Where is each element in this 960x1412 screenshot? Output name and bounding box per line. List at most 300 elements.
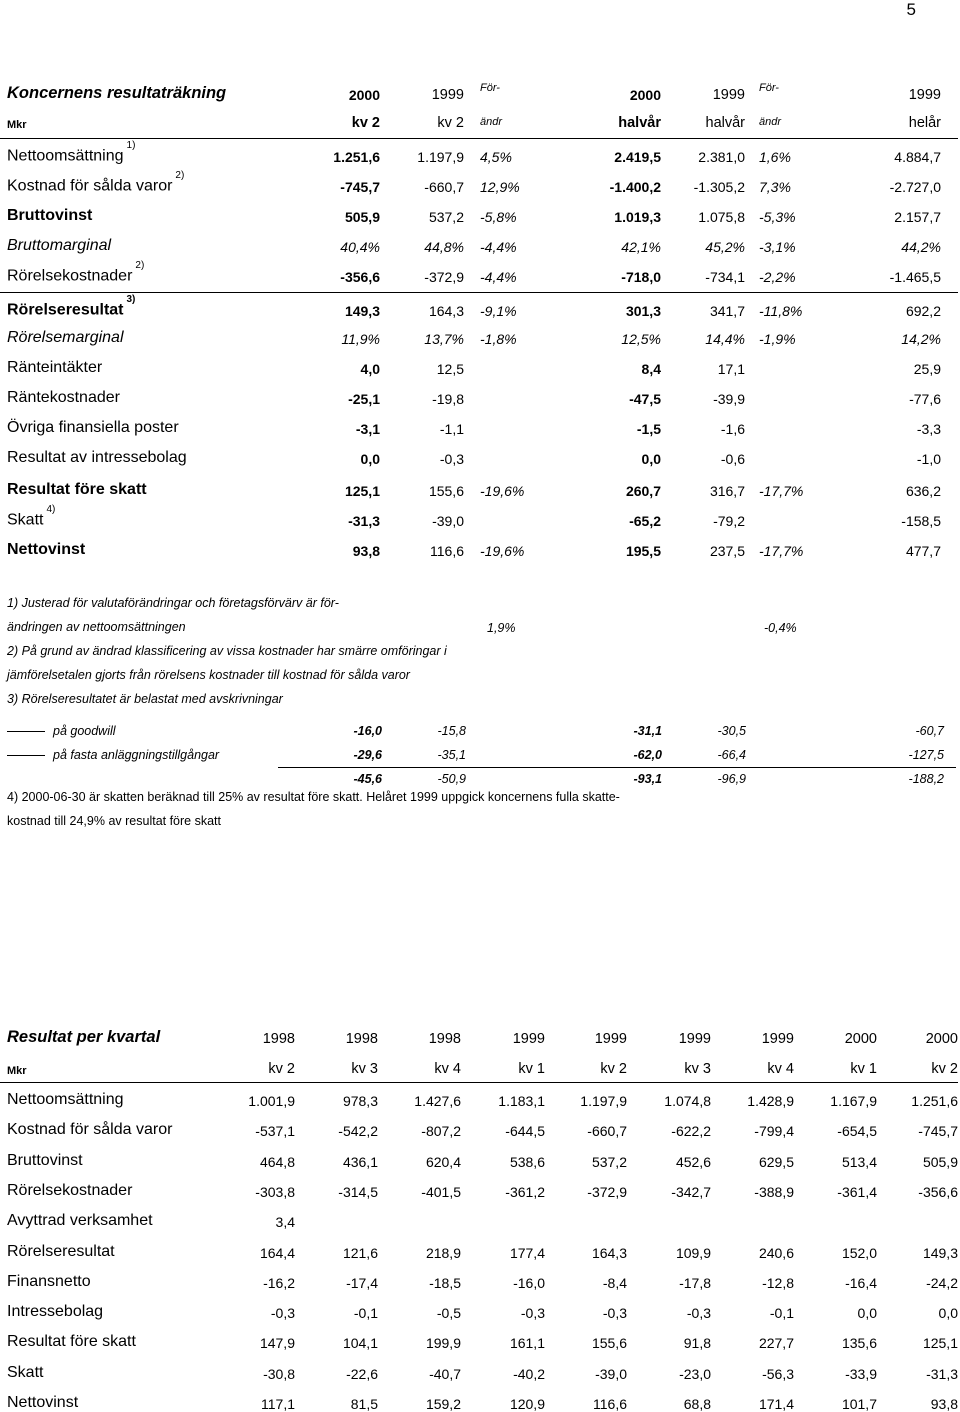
cell: -0,3 xyxy=(602,1305,627,1322)
cell: -31,3 xyxy=(348,513,380,529)
table-row xyxy=(0,258,960,288)
dash xyxy=(7,755,45,756)
cell: 0,0 xyxy=(938,1305,958,1322)
row-label: Rörelsemarginal xyxy=(7,329,124,346)
cell: -77,6 xyxy=(909,391,941,407)
cell: -17,7% xyxy=(759,543,804,559)
row-label: på goodwill xyxy=(7,724,116,738)
cell: -17,4 xyxy=(346,1274,378,1291)
col-header: 1999 xyxy=(594,1031,627,1047)
cell: 452,6 xyxy=(675,1153,711,1170)
footnote-ref: 3) xyxy=(126,293,136,305)
cell: -314,5 xyxy=(338,1183,378,1200)
cell: -29,6 xyxy=(353,748,382,762)
cell: 4,5% xyxy=(480,149,512,165)
cell: 1.427,6 xyxy=(414,1093,461,1109)
footnote-1-value: 1,9% xyxy=(487,621,516,635)
table-row xyxy=(0,292,960,322)
row-label: Skatt xyxy=(7,1363,44,1381)
cell: -39,0 xyxy=(595,1365,627,1382)
cell: 436,1 xyxy=(342,1153,378,1170)
col-header: kv 2 xyxy=(600,1061,627,1077)
unit-label: Mkr xyxy=(7,119,27,131)
row-label: Bruttovinst xyxy=(7,1151,83,1169)
cell: 2.419,5 xyxy=(614,149,661,165)
table-row xyxy=(0,1355,960,1385)
cell: 1.183,1 xyxy=(498,1093,545,1109)
col-header: 2000 xyxy=(844,1031,877,1047)
cell: 538,6 xyxy=(509,1153,545,1170)
cell: -2,2% xyxy=(759,269,796,285)
cell: -0,3 xyxy=(686,1305,711,1322)
cell: 161,1 xyxy=(509,1335,545,1352)
footnote-4-line-2: kostnad till 24,9% av resultat före skatt xyxy=(7,814,221,828)
row-label: Nettovinst xyxy=(7,1394,79,1411)
footnote-1-line-1: 1) Justerad för valutaförändringar och företagsförvärv är för- xyxy=(7,596,339,610)
cell: 4,0 xyxy=(360,361,380,377)
cell: -388,9 xyxy=(754,1183,794,1200)
cell: 0,0 xyxy=(857,1305,877,1322)
cell: -35,1 xyxy=(437,748,466,762)
footnote-2-line-2: jämförelsetalen gjorts från rörelsens kostnader till kostnad för sålda varor xyxy=(7,668,410,682)
cell: -31,1 xyxy=(633,724,662,738)
row-label: på fasta anläggningstillgångar xyxy=(7,748,219,762)
cell: -79,2 xyxy=(713,513,745,529)
cell: -799,4 xyxy=(754,1123,794,1140)
row-label: Bruttomarginal xyxy=(7,237,112,254)
cell: 12,5% xyxy=(621,331,661,347)
cell: 4.884,7 xyxy=(894,149,941,165)
table-row xyxy=(0,1112,960,1142)
footnote-ref: 2) xyxy=(175,169,185,181)
cell: -3,1% xyxy=(759,239,796,255)
row-label: Resultat av intressebolag xyxy=(7,449,187,466)
cell: 237,5 xyxy=(709,543,745,559)
cell: -96,9 xyxy=(717,772,746,786)
cell: 125,1 xyxy=(922,1335,958,1352)
cell: -22,6 xyxy=(346,1365,378,1382)
cell: 155,6 xyxy=(591,1335,627,1352)
cell: 101,7 xyxy=(841,1396,877,1412)
cell: -1,1 xyxy=(439,421,464,437)
cell: 81,5 xyxy=(350,1396,378,1412)
cell: 149,3 xyxy=(922,1244,958,1261)
cell: -19,6% xyxy=(480,543,525,559)
cell: -1,0 xyxy=(916,451,941,467)
cell: -0,3 xyxy=(520,1305,545,1322)
cell: -356,6 xyxy=(340,269,380,285)
cell: 155,6 xyxy=(428,483,464,499)
cell: 629,5 xyxy=(758,1153,794,1170)
cell: 1.251,6 xyxy=(333,149,380,165)
cell: 14,2% xyxy=(901,331,941,347)
cell: -3,1 xyxy=(355,421,380,437)
cell: 164,3 xyxy=(591,1244,627,1261)
table-row xyxy=(0,320,960,350)
cell: -127,5 xyxy=(908,748,944,762)
cell: -158,5 xyxy=(901,513,941,529)
table-row xyxy=(0,1203,960,1233)
cell: 1.197,9 xyxy=(580,1093,627,1109)
cell: -16,0 xyxy=(513,1274,545,1291)
cell: -0,1 xyxy=(769,1305,794,1322)
cell: 199,9 xyxy=(425,1335,461,1352)
col-header: För- xyxy=(759,82,779,94)
cell: 116,6 xyxy=(430,543,464,559)
cell: -31,3 xyxy=(926,1365,958,1382)
cell: 45,2% xyxy=(705,239,745,255)
cell: -17,7% xyxy=(759,483,804,499)
cell: -0,1 xyxy=(353,1305,378,1322)
row-label: Resultat före skatt xyxy=(7,481,147,498)
cell: 537,2 xyxy=(428,209,464,225)
table-row xyxy=(0,532,960,562)
cell: -188,2 xyxy=(908,772,944,786)
cell: -4,4% xyxy=(480,269,517,285)
cell: 513,4 xyxy=(841,1153,877,1170)
col-header: 1999 xyxy=(712,87,745,103)
row-label: Rörelsekostnader$^{2)}$ xyxy=(7,259,145,284)
col-header: helår xyxy=(908,115,941,131)
row-label: Kostnad för sålda varor$^{2)}$ xyxy=(7,169,185,194)
cell: 40,4% xyxy=(340,239,380,255)
footnote-ref: 2) xyxy=(135,259,145,271)
cell: -1.305,2 xyxy=(693,179,745,195)
table-row xyxy=(0,198,960,228)
depreciation-row xyxy=(0,716,960,740)
table-row xyxy=(0,1143,960,1173)
cell: 25,9 xyxy=(913,361,941,377)
cell: 121,6 xyxy=(342,1244,378,1261)
cell: 7,3% xyxy=(759,179,791,195)
col-header: 1998 xyxy=(262,1031,295,1047)
cell: -644,5 xyxy=(505,1123,545,1140)
header-row-quarters xyxy=(0,1050,960,1080)
col-header: För- xyxy=(480,82,500,94)
col-header: 1998 xyxy=(428,1031,461,1047)
col-header: kv 4 xyxy=(767,1061,794,1077)
cell: 13,7% xyxy=(424,331,464,347)
cell: -16,2 xyxy=(263,1274,295,1291)
header-row-years xyxy=(0,1020,960,1050)
cell: -745,7 xyxy=(340,179,380,195)
cell: -19,8 xyxy=(432,391,464,407)
col-header: 1999 xyxy=(761,1031,794,1047)
cell: -9,1% xyxy=(480,303,517,319)
cell: 117,1 xyxy=(261,1396,295,1412)
row-label: Rörelseresultat$^{3)}$ xyxy=(7,293,136,318)
cell: 301,3 xyxy=(625,303,661,319)
unit-label: Mkr xyxy=(7,1065,27,1077)
cell: -361,4 xyxy=(837,1183,877,1200)
cell: 477,7 xyxy=(905,543,941,559)
cell: 341,7 xyxy=(709,303,745,319)
cell: -93,1 xyxy=(633,772,662,786)
cell: -537,1 xyxy=(255,1123,295,1140)
cell: -62,0 xyxy=(633,748,662,762)
cell: 240,6 xyxy=(758,1244,794,1261)
table-row xyxy=(0,350,960,380)
cell: -19,6% xyxy=(480,483,525,499)
col-header: kv 2 xyxy=(931,1061,958,1077)
cell: 0,0 xyxy=(360,451,380,467)
col-header: kv 2 xyxy=(437,115,464,131)
cell: -0,6 xyxy=(720,451,745,467)
col-header: 1999 xyxy=(431,87,464,103)
footnote-ref: 1) xyxy=(126,139,136,151)
cell: -56,3 xyxy=(762,1365,794,1382)
cell: -25,1 xyxy=(348,391,380,407)
cell: -1,8% xyxy=(480,331,517,347)
cell: -5,3% xyxy=(759,209,796,225)
table-row xyxy=(0,1234,960,1264)
cell: -39,9 xyxy=(713,391,745,407)
cell: 104,1 xyxy=(342,1335,378,1352)
cell: 1.019,3 xyxy=(614,209,661,225)
cell: 1,6% xyxy=(759,149,791,165)
cell: 147,9 xyxy=(259,1335,295,1352)
cell: -622,2 xyxy=(671,1123,711,1140)
cell: -11,8% xyxy=(759,303,803,319)
cell: -718,0 xyxy=(621,269,661,285)
sum-divider xyxy=(278,767,956,768)
table-row xyxy=(0,440,960,470)
table-row xyxy=(0,502,960,532)
col-header: 2000 xyxy=(629,87,661,103)
cell: 12,5 xyxy=(436,361,464,377)
cell: -40,2 xyxy=(513,1365,545,1382)
row-label: Räntekostnader xyxy=(7,389,120,406)
cell: 2.157,7 xyxy=(894,209,941,225)
row-label: Resultat före skatt xyxy=(7,1333,136,1351)
col-header: ändr xyxy=(759,116,782,128)
cell: 692,2 xyxy=(905,303,941,319)
cell: -1,6 xyxy=(720,421,745,437)
cell: -372,9 xyxy=(587,1183,627,1200)
table-row xyxy=(0,410,960,440)
header-row-years xyxy=(0,76,960,106)
row-label: Skatt$^{4)}$ xyxy=(7,503,56,528)
cell: 14,4% xyxy=(705,331,745,347)
cell: -372,9 xyxy=(424,269,464,285)
row-label: Rörelseresultat xyxy=(7,1242,115,1260)
row-label: Intressebolag xyxy=(7,1303,104,1321)
table-row xyxy=(0,380,960,410)
cell: 1.251,6 xyxy=(911,1093,958,1109)
cell: -12,8 xyxy=(762,1274,794,1291)
cell: 260,7 xyxy=(625,483,661,499)
cell: -18,5 xyxy=(429,1274,461,1291)
footnote-2-line-1: 2) På grund av ändrad klassificering av vissa kostnader har smärre omföringar i xyxy=(7,644,447,658)
cell: -1.465,5 xyxy=(889,269,941,285)
cell: -40,7 xyxy=(429,1365,461,1382)
cell: 537,2 xyxy=(591,1153,627,1170)
cell: -8,4 xyxy=(602,1274,627,1291)
cell: 177,4 xyxy=(509,1244,545,1261)
cell: -23,0 xyxy=(679,1365,711,1382)
cell: 1.167,9 xyxy=(830,1093,877,1109)
cell: 227,7 xyxy=(758,1335,794,1352)
cell: 44,8% xyxy=(424,239,464,255)
row-label: Finansnetto xyxy=(7,1272,91,1290)
footnote-1-value: -0,4% xyxy=(764,621,797,635)
cell: 1.197,9 xyxy=(417,149,464,165)
section-title: Koncernens resultaträkning xyxy=(7,84,227,102)
cell: -1,5 xyxy=(636,421,661,437)
cell: 505,9 xyxy=(344,209,380,225)
cell: -0,3 xyxy=(439,451,464,467)
col-header: kv 2 xyxy=(351,115,380,131)
col-header: 1999 xyxy=(678,1031,711,1047)
cell: 42,1% xyxy=(621,239,661,255)
divider xyxy=(0,292,958,293)
cell: -39,0 xyxy=(432,513,464,529)
cell: -654,5 xyxy=(837,1123,877,1140)
cell: 149,3 xyxy=(344,303,380,319)
table-row xyxy=(0,1385,960,1412)
cell: 8,4 xyxy=(641,361,661,377)
cell: 3,4 xyxy=(275,1214,295,1231)
cell: -342,7 xyxy=(671,1183,711,1200)
cell: 44,2% xyxy=(901,239,941,255)
cell: -660,7 xyxy=(587,1123,627,1140)
col-header: kv 1 xyxy=(518,1061,545,1077)
cell: 135,6 xyxy=(841,1335,877,1352)
table-row xyxy=(0,1173,960,1203)
cell: -66,4 xyxy=(717,748,746,762)
cell: 164,4 xyxy=(259,1244,295,1261)
col-header: kv 4 xyxy=(434,1061,461,1077)
cell: 12,9% xyxy=(480,179,520,195)
cell: -17,8 xyxy=(679,1274,711,1291)
cell: 93,8 xyxy=(930,1396,958,1412)
cell: -2.727,0 xyxy=(889,179,941,195)
cell: 316,7 xyxy=(709,483,745,499)
cell: 2.381,0 xyxy=(698,149,745,165)
table-row xyxy=(0,138,960,168)
col-header: 1999 xyxy=(512,1031,545,1047)
cell: -60,7 xyxy=(915,724,944,738)
cell: 464,8 xyxy=(259,1153,295,1170)
cell: -5,8% xyxy=(480,209,517,225)
cell: -542,2 xyxy=(338,1123,378,1140)
cell: -30,5 xyxy=(717,724,746,738)
cell: -734,1 xyxy=(705,269,745,285)
dash xyxy=(7,731,45,732)
header-row-periods xyxy=(0,104,960,134)
cell: -15,8 xyxy=(437,724,466,738)
cell: 152,0 xyxy=(841,1244,877,1261)
cell: -3,3 xyxy=(916,421,941,437)
footnote-3: 3) Rörelseresultatet är belastat med avskrivningar xyxy=(7,692,283,706)
table-row xyxy=(0,1324,960,1354)
table-row xyxy=(0,1294,960,1324)
row-label: Nettoomsättning xyxy=(7,1091,124,1108)
cell: 636,2 xyxy=(905,483,941,499)
cell: 109,9 xyxy=(675,1244,711,1261)
cell: 159,2 xyxy=(425,1396,461,1412)
row-label: Övriga finansiella poster xyxy=(7,419,179,436)
col-header: kv 3 xyxy=(684,1061,711,1077)
table-row xyxy=(0,1082,960,1112)
col-header: kv 2 xyxy=(268,1061,295,1077)
col-header: 1998 xyxy=(345,1031,378,1047)
cell: 1.075,8 xyxy=(698,209,745,225)
cell: -745,7 xyxy=(918,1123,958,1140)
cell: 195,5 xyxy=(625,543,661,559)
depreciation-row xyxy=(0,740,960,764)
cell: 978,3 xyxy=(342,1093,378,1109)
cell: 1.074,8 xyxy=(664,1093,711,1109)
cell: 125,1 xyxy=(344,483,380,499)
row-label: Nettoomsättning$^{1)}$ xyxy=(7,139,136,164)
col-header: 1999 xyxy=(908,87,941,103)
cell: 505,9 xyxy=(922,1153,958,1170)
cell: -65,2 xyxy=(629,513,661,529)
cell: 0,0 xyxy=(641,451,661,467)
col-header: halvår xyxy=(705,115,745,131)
cell: -0,3 xyxy=(270,1305,295,1322)
row-label: Bruttovinst xyxy=(7,207,93,224)
cell: 620,4 xyxy=(425,1153,461,1170)
cell: 91,8 xyxy=(683,1335,711,1352)
col-header: ändr xyxy=(480,116,503,128)
cell: 93,8 xyxy=(352,543,380,559)
col-header: 2000 xyxy=(925,1031,958,1047)
cell: 171,4 xyxy=(758,1396,794,1412)
footnote-ref: 4) xyxy=(46,503,56,515)
col-header: kv 1 xyxy=(850,1061,877,1077)
cell: 120,9 xyxy=(509,1396,545,1412)
cell: 1.001,9 xyxy=(248,1093,295,1109)
cell: -47,5 xyxy=(629,391,661,407)
footnote-4-line-1: 4) 2000-06-30 är skatten beräknad till 25% av resultat före skatt. Helåret 1999 uppgick koncernens fulla skatte- xyxy=(7,790,620,804)
cell: -0,5 xyxy=(436,1305,461,1322)
cell: -33,9 xyxy=(845,1365,877,1382)
col-header: kv 3 xyxy=(351,1061,378,1077)
cell: -30,8 xyxy=(263,1365,295,1382)
row-label: Kostnad för sålda varor xyxy=(7,1121,173,1139)
cell: -50,9 xyxy=(437,772,466,786)
cell: -807,2 xyxy=(421,1123,461,1140)
cell: -361,2 xyxy=(505,1183,545,1200)
cell: -1.400,2 xyxy=(609,179,661,195)
cell: -660,7 xyxy=(424,179,464,195)
cell: -16,0 xyxy=(353,724,382,738)
cell: 116,6 xyxy=(593,1396,627,1412)
col-header: 2000 xyxy=(348,87,380,103)
cell: -303,8 xyxy=(255,1183,295,1200)
cell: -4,4% xyxy=(480,239,517,255)
section-title: Resultat per kvartal xyxy=(7,1028,161,1046)
cell: 11,9% xyxy=(341,331,380,347)
table-row xyxy=(0,1264,960,1294)
cell: 218,9 xyxy=(425,1244,461,1261)
footnote-1-line-2: ändringen av nettoomsättningen xyxy=(7,620,186,634)
cell: -401,5 xyxy=(421,1183,461,1200)
cell: -24,2 xyxy=(926,1274,958,1291)
row-label: Avyttrad verksamhet xyxy=(7,1212,153,1230)
col-header: halvår xyxy=(618,115,661,131)
cell: -45,6 xyxy=(353,772,382,786)
cell: 17,1 xyxy=(717,361,745,377)
table-row xyxy=(0,168,960,198)
cell: -1,9% xyxy=(759,331,796,347)
page-number: 5 xyxy=(906,0,916,19)
cell: -16,4 xyxy=(845,1274,877,1291)
cell: 164,3 xyxy=(428,303,464,319)
table-row xyxy=(0,472,960,502)
